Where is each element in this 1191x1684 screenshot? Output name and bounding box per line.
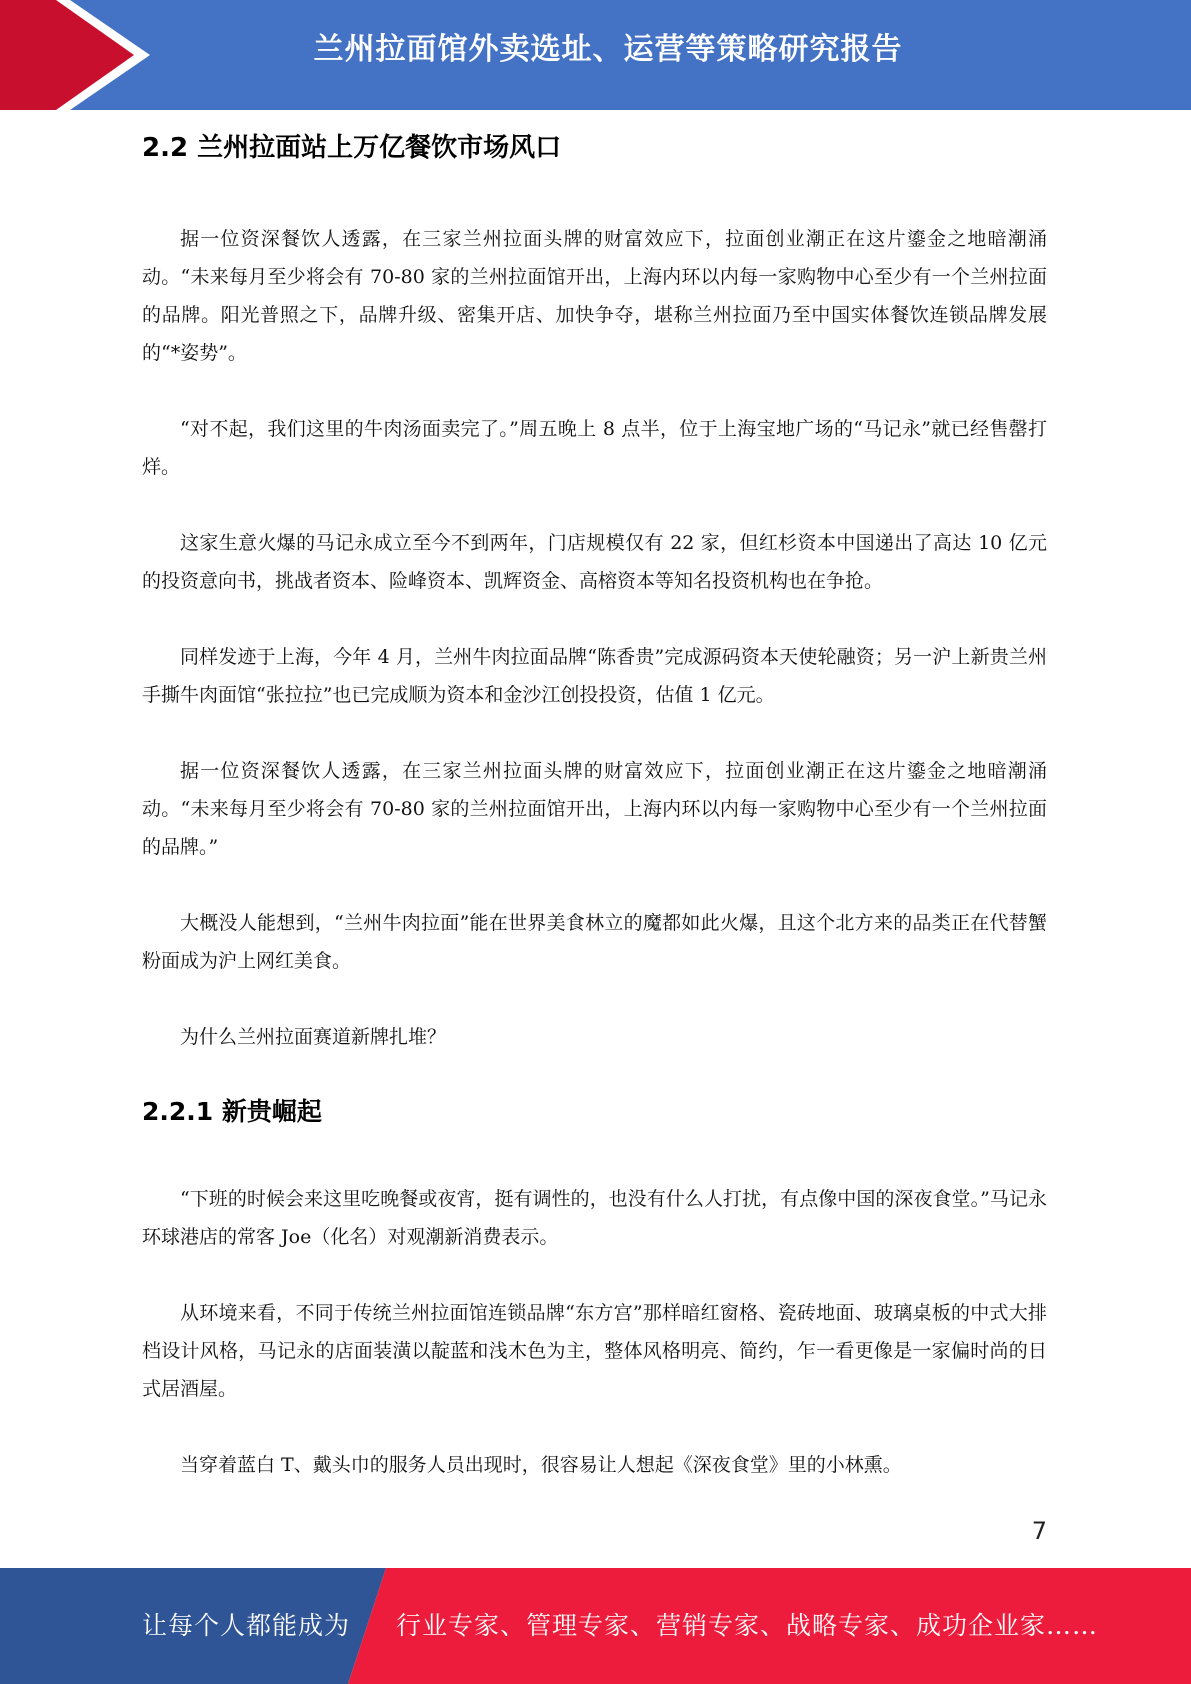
page-content (142, 128, 1047, 1522)
paragraph: 这家生意火爆的马记永成立至今不到两年，门店规模仅有 22 家，但红杉资本中国递出了高达 10 亿元的投资意向书，挑战者资本、险峰资本、凯辉资金、高榕资本等知名投资机构也在争抢。 (142, 532, 1047, 592)
paragraph: “对不起，我们这里的牛肉汤面卖完了。”周五晚上 8 点半，位于上海宝地广场的“马记永”就已经售罄打烊。 (142, 418, 1047, 478)
paragraph: 从环境来看，不同于传统兰州拉面馆连锁品牌“东方宫”那样暗红窗格、瓷砖地面、玻璃桌板的中式大排档设计风格，马记永的店面装潢以靛蓝和浅木色为主，整体风格明亮、简约，乍一看更像是一家偏时尚的日式居酒屋。 (142, 1302, 1047, 1400)
paragraph: 同样发迹于上海，今年 4 月，兰州牛肉拉面品牌“陈香贵”完成源码资本天使轮融资；另一沪上新贵兰州手撕牛肉面馆“张拉拉”也已完成顺为资本和金沙江创投投资，估值 1 亿元。 (142, 646, 1047, 706)
subsection-heading: 2.2.1 新贵崛起 (142, 1097, 322, 1126)
paragraph: 当穿着蓝白 T、戴头巾的服务人员出现时，很容易让人想起《深夜食堂》里的小林熏。 (180, 1454, 902, 1476)
page-header (0, 0, 1191, 110)
section-heading: 2.2 兰州拉面站上万亿餐饮市场风口 (142, 133, 562, 163)
paragraph: “下班的时候会来这里吃晚餐或夜宵，挺有调性的，也没有什么人打扰，有点像中国的深夜食堂。”马记永环球港店的常客 Joe（化名）对观潮新消费表示。 (142, 1188, 1047, 1248)
paragraph: 据一位资深餐饮人透露，在三家兰州拉面头牌的财富效应下，拉面创业潮正在这片鎏金之地暗潮涌动。“未来每月至少将会有 70-80 家的兰州拉面馆开出，上海内环以内每一家购物中心至少有一个兰州拉面的品牌。” (142, 760, 1047, 858)
footer-slogan-right: 行业专家、管理专家、营销专家、战略专家、成功企业家…… (396, 1611, 1099, 1640)
footer-slogan-left: 让每个人都能成为 (142, 1611, 351, 1640)
page-footer (0, 1568, 1191, 1684)
report-title: 兰州拉面馆外卖选址、运营等策略研究报告 (313, 32, 903, 67)
paragraph: 为什么兰州拉面赛道新牌扎堆？ (180, 1026, 447, 1048)
page-number: 7 (1031, 1517, 1047, 1545)
paragraph: 大概没人能想到，“兰州牛肉拉面”能在世界美食林立的魔都如此火爆，且这个北方来的品类正在代替蟹粉面成为沪上网红美食。 (142, 912, 1047, 972)
paragraph: 据一位资深餐饮人透露，在三家兰州拉面头牌的财富效应下，拉面创业潮正在这片鎏金之地暗潮涌动。“未来每月至少将会有 70-80 家的兰州拉面馆开出，上海内环以内每一家购物中心至少有一个兰州拉面的品牌。阳光普照之下，品牌升级、密集开店、加快争夺，堪称兰州拉面乃至中国实体餐饮连锁品牌发展的“*姿势”。 (142, 228, 1047, 364)
